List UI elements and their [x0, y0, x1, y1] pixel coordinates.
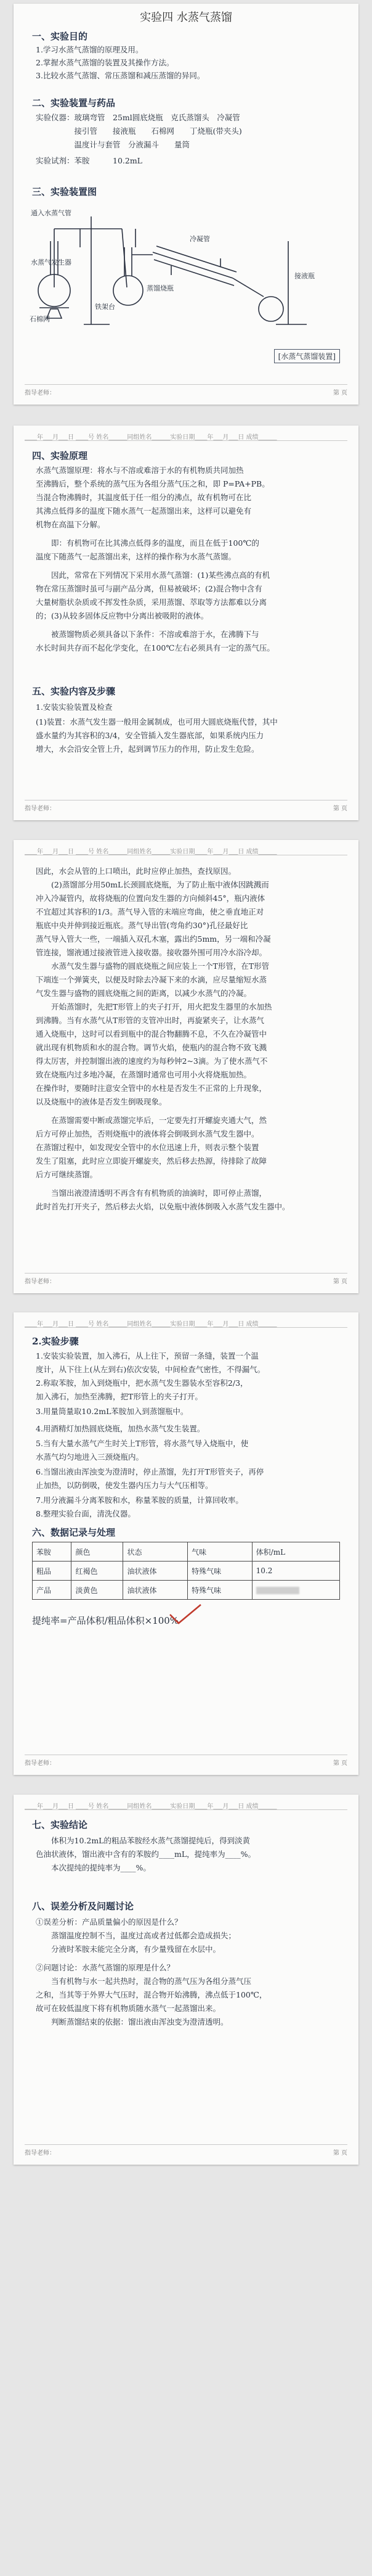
objective-line: 1.学习水蒸气蒸馏的原理及用。 — [36, 45, 144, 54]
table-header-row — [33, 1542, 340, 1562]
principle-line: 至沸腾后，整个系统的蒸气压为各组分蒸气压之和，即 P=PA+PB。 — [36, 479, 270, 488]
procedure-line: 不宜超过其容积的1/3。蒸气导入管的末端应弯曲，使之垂直地正对 — [36, 907, 264, 916]
step-line: 3.用量筒量取10.2mL苯胺加入到蒸馏瓶中。 — [36, 1407, 188, 1416]
section-heading-data: 六、数据记录与处理 — [32, 1527, 116, 1538]
page-title: 实验四 水蒸气蒸馏 — [140, 11, 232, 24]
label-condenser: 冷凝管 — [190, 235, 210, 243]
page-header-fields: ____年___月___日 ____号 姓名______同组姓名______实验日期____年___月___日 成绩______ — [25, 846, 347, 855]
section-heading-discussion: 八、误差分析及问题讨论 — [32, 1901, 134, 1912]
objective-line: 3.比较水蒸气蒸馏、常压蒸馏和减压蒸馏的异同。 — [36, 71, 205, 80]
page-header-fields: ____年___月___日 ____号 姓名______同组姓名______实验日期____年___月___日 成绩______ — [25, 1801, 347, 1810]
page-number-label: 第 页 — [333, 805, 347, 812]
label-receiver: 接液瓶 — [294, 272, 315, 280]
procedure-line: 到沸腾。当有水蒸气从T形管的支管冲出时，再旋紧夹子，让水蒸气 — [36, 1016, 264, 1025]
procedure-line: 在蒸馏需要中断或蒸馏完毕后，一定要先打开螺旋夹通大气，然 — [36, 1116, 267, 1125]
report-page-5 — [14, 1795, 358, 2165]
step-line: 5.当有大量水蒸气产生时关上T形管，将水蒸气导入烧瓶中，使 — [36, 1439, 249, 1448]
report-page-4 — [14, 1312, 358, 1775]
section-heading-procedure: 五、实验内容及步骤 — [32, 686, 116, 697]
advisor-label: 指导老师： — [25, 390, 55, 397]
procedure-line: 就出现有机物质和水的混合物。调节火焰，使瓶内的混合物不致飞溅 — [36, 1043, 267, 1052]
table-header-cell: 状态 — [123, 1542, 188, 1562]
table-cell: 油状液体 — [123, 1581, 188, 1600]
page-footer — [25, 384, 347, 397]
table-cell: 产品 — [33, 1581, 71, 1600]
table-cell: 油状液体 — [123, 1562, 188, 1581]
table-cell: 特殊气味 — [188, 1581, 253, 1600]
step-line: 止加热，以防倒吸，使发生器内压力与大气压相等。 — [36, 1481, 213, 1490]
red-check-mark — [168, 1602, 204, 1627]
procedure-line: 水蒸气发生器与盛物的圆底烧瓶之间应装上一个T形管，在T形管 — [36, 961, 270, 971]
table-row — [33, 1581, 340, 1600]
label-stand: 铁架台 — [95, 303, 115, 311]
procedure-line: 盛水量约为其容积的3/4，安全管插入发生器底部，如果系统内压力 — [36, 731, 264, 740]
principle-line: 当混合物沸腾时，其温度低于任一组分的沸点，故有机物可在比 — [36, 493, 252, 502]
discussion-line: 之和，当其等于外界大气压时，混合物开始沸腾，沸点低于100℃， — [36, 1990, 267, 1999]
procedure-line: 在蒸馏过程中，如发现安全管中的水位迅速上升，则表示整个装置 — [36, 1143, 259, 1152]
procedure-line: 蒸气导入管大一些，一端插入双孔木塞，露出约5mm，另一端和冷凝 — [36, 934, 271, 944]
step-line: 4.用酒精灯加热圆底烧瓶，加热水蒸气发生装置。 — [36, 1424, 205, 1433]
page-footer — [25, 800, 347, 813]
advisor-label: 指导老师： — [25, 2150, 55, 2157]
principle-line: 机物在高温下分解。 — [36, 520, 105, 529]
procedure-line: 通入烧瓶中，这时可以看到瓶中的混合物翻腾不息，不久在冷凝管中 — [36, 1029, 267, 1039]
discussion-line: 当有机物与水一起共热时，混合物的蒸气压为各组分蒸气压 — [36, 1977, 252, 1986]
discussion-line: ①误差分析：产品质量偏小的原因是什么？ — [36, 1917, 182, 1927]
report-page-3 — [14, 840, 358, 1293]
apparatus-diagram — [30, 204, 344, 327]
discussion-line: 分液时苯胺未能完全分离，有少量残留在水层中。 — [36, 1944, 221, 1954]
principle-line: 的；(3)从较多固体反应物中分离出被吸附的液体。 — [36, 611, 209, 620]
discussion-line: 故可在较低温度下将有机物质随水蒸气一起蒸馏出来。 — [36, 2004, 221, 2013]
label-steam-generator: 水蒸气发生器 — [31, 258, 71, 266]
section-heading-materials: 二、实验装置与药品 — [32, 97, 116, 109]
page-footer — [25, 1273, 347, 1286]
conclusion-line: 本次提纯的提纯率为____%。 — [36, 1863, 151, 1872]
procedure-line: 以及烧瓶中的液体是否发生倒吸现象。 — [36, 1097, 167, 1106]
material-line: 温度计与套管 分液漏斗 量筒 — [36, 140, 190, 149]
table-header-cell: 体积/mL — [252, 1542, 339, 1562]
yield-formula: 提纯率=产品体积/粗品体积×100% — [32, 1615, 179, 1626]
section-heading-conclusion: 七、实验结论 — [32, 1819, 88, 1830]
table-row — [33, 1562, 340, 1581]
label-water-in: 通入水蒸气管 — [31, 209, 71, 217]
step-line: 度计，从下往上(从左到右)依次安装，中间检查气密性，不得漏气。 — [36, 1365, 265, 1374]
principle-line: 大量树脂状杂质或不挥发性杂质，采用蒸馏、萃取等方法都难以分离 — [36, 598, 267, 607]
procedure-line: 后方可停止加热，否则烧瓶中的液体将会倒吸到水蒸气发生器中。 — [36, 1129, 259, 1138]
table-cell: 10.2 — [252, 1562, 339, 1581]
step-line: 水蒸气均匀地进入三颈烧瓶内。 — [36, 1452, 144, 1462]
material-line: 实验仪器：玻璃弯管 25ml圆底烧瓶 克氏蒸馏头 冷凝管 — [36, 113, 240, 122]
page-number-label: 第 页 — [333, 1760, 347, 1767]
principle-line: 被蒸馏物质必须具备以下条件：不溶或难溶于水，在沸腾下与 — [36, 630, 259, 639]
step-line: 6.当馏出液由浑浊变为澄清时，停止蒸馏，先打开T形管夹子，再停 — [36, 1467, 264, 1476]
procedure-line: 冲入冷凝管内，故将烧瓶的位置向发生器的方向倾斜45°，瓶内液体 — [36, 894, 265, 903]
table-cell: 特殊气味 — [188, 1562, 253, 1581]
procedure-line: 致在烧瓶内过多地冷凝，在蒸馏时通常也可用小火将烧瓶加热。 — [36, 1070, 252, 1079]
results-table — [32, 1542, 340, 1600]
diagram-caption: [水蒸气蒸馏装置] — [274, 349, 340, 363]
procedure-line: 瓶底中央并伸到接近瓶底。蒸气导出管(弯角约30°)孔径最好比 — [36, 921, 248, 930]
table-cell: 粗品 — [33, 1562, 71, 1581]
section-heading-diagram: 三、实验装置图 — [32, 186, 97, 197]
procedure-line: 下端连一个弹簧夹，以便及时除去冷凝下来的水滴，应尽量缩短水蒸 — [36, 975, 267, 984]
steps-subheading: 2.实验步骤 — [32, 1336, 79, 1347]
page-footer — [25, 2144, 347, 2157]
table-header-cell: 气味 — [188, 1542, 253, 1562]
discussion-line: 判断蒸馏结束的依据：馏出液由浑浊变为澄清透明。 — [36, 2017, 228, 2027]
report-page-2 — [14, 426, 358, 820]
page-number-label: 第 页 — [333, 390, 347, 397]
distillation-flask — [113, 276, 143, 305]
step-line: 1.安装实验装置，加入沸石，从上往下，预留一条缝，装置一个温 — [36, 1351, 259, 1360]
page-footer — [25, 1755, 347, 1767]
principle-line: 因此，常常在下列情况下采用水蒸气蒸馏：(1)某些沸点高的有机 — [36, 570, 270, 580]
section-heading-objectives: 一、实验目的 — [32, 31, 88, 42]
procedure-line: 发生了阻塞，此时应立即旋开螺旋夹，然后移去热源，待排除了故障 — [36, 1156, 267, 1166]
procedure-line: (2)蒸馏部分用50mL长颈圆底烧瓶，为了防止瓶中液体因跳溅而 — [36, 880, 269, 889]
procedure-line: 在操作时，要随时注意安全管中的水柱是否发生不正常的上升现象， — [36, 1084, 267, 1093]
principle-line: 物在常压蒸馏时虽可与副产品分离，但易被破坏；(2)混合物中含有 — [36, 584, 262, 593]
label-asbestos: 石棉网 — [30, 315, 50, 323]
redaction-blur — [256, 1587, 299, 1594]
principle-line: 水蒸气蒸馏原理：将水与不溶或难溶于水的有机物质共同加热 — [36, 466, 244, 475]
procedure-line: 开始蒸馏时，先把T形管上的夹子打开，用火把发生器里的水加热 — [36, 1002, 272, 1011]
procedure-line: 此时首先打开夹子，然后移去火焰，以免瓶中液体倒吸入水蒸气发生器中。 — [36, 1202, 290, 1211]
table-cell-redacted — [252, 1581, 339, 1600]
conclusion-line: 体积为10.2mL的粗品苯胺经水蒸气蒸馏提纯后，得到淡黄 — [36, 1836, 250, 1845]
advisor-label: 指导老师： — [25, 805, 55, 812]
procedure-line: 管连接，馏液通过接液管进入接收器。接收器外围可用冷水浴冷却。 — [36, 948, 267, 957]
discussion-line: ②问题讨论：水蒸气蒸馏的原理是什么？ — [36, 1963, 175, 1972]
table-cell: 淡黄色 — [71, 1581, 123, 1600]
step-line: 2.称取苯胺，加入到烧瓶中，把水蒸气发生器装水至容积2/3， — [36, 1378, 248, 1388]
procedure-line: 增大，水会沿安全管上升，起到调节压力的作用，防止发生危险。 — [36, 744, 259, 754]
page-number-label: 第 页 — [333, 1278, 347, 1285]
page-number-label: 第 页 — [333, 2150, 347, 2157]
receiver-flask — [259, 297, 283, 321]
material-line: 接引管 接液瓶 石棉网 丁烧瓶(带夹头) — [36, 126, 242, 136]
page-header-fields: ____年___月___日 ____号 姓名______同组姓名______实验日期____年___月___日 成绩______ — [25, 1319, 347, 1328]
report-page-1 — [14, 4, 358, 405]
principle-line: 其沸点低得多的温度下随水蒸气一起蒸馏出来，这样可以避免有 — [36, 506, 252, 516]
principle-line: 水长时间共存而不起化学变化，在100℃左右必须具有一定的蒸气压。 — [36, 643, 275, 652]
step-line: 加入沸石，加热至沸腾，把T形管上的夹子打开。 — [36, 1392, 203, 1401]
table-header-cell: 颜色 — [71, 1542, 123, 1562]
page-header-fields: ____年___月___日 ____号 姓名______同组姓名______实验日期____年___月___日 成绩______ — [25, 432, 347, 441]
procedure-line: 因此，水会从管的上口喷出，此时应停止加热，查找原因。 — [36, 866, 237, 876]
table-header-cell: 苯胺 — [33, 1542, 71, 1562]
procedure-line: 后方可继续蒸馏。 — [36, 1170, 98, 1179]
table-cell: 红褐色 — [71, 1562, 123, 1581]
step-line: 7.用分液漏斗分离苯胺和水，称量苯胺的质量，计算回收率。 — [36, 1496, 243, 1505]
procedure-line: 气发生器与盛物的圆底烧瓶之间的距离，以减少水蒸气的冷凝。 — [36, 989, 252, 998]
procedure-line: (1)装置：水蒸气发生器一般用金属制成，也可用大圆底烧瓶代替，其中 — [36, 717, 278, 726]
principle-line: 即：有机物可在比其沸点低得多的温度，而且在低于100℃的 — [36, 538, 259, 548]
procedure-line: 当馏出液澄清透明不再含有有机物质的油滴时，即可停止蒸馏， — [36, 1188, 267, 1198]
procedure-subheading: 1.安装实验装置及检查 — [36, 702, 113, 712]
advisor-label: 指导老师： — [25, 1760, 55, 1767]
advisor-label: 指导老师： — [25, 1278, 55, 1285]
reagent-line: 实验试剂：苯胺 10.2mL — [36, 156, 142, 165]
step-line: 8.整理实验台面，清洗仪器。 — [36, 1509, 135, 1518]
principle-line: 温度下随蒸气一起蒸馏出来，这样的操作称为水蒸气蒸馏。 — [36, 552, 237, 561]
objective-line: 2.掌握水蒸气蒸馏的装置及其操作方法。 — [36, 58, 174, 67]
label-flask: 蒸馏烧瓶 — [147, 284, 174, 292]
conclusion-line: 色油状液体，馏出液中含有的苯胺约____mL，提纯率为____%。 — [36, 1850, 256, 1859]
procedure-line: 得太厉害，并控制馏出液的速度约为每秒钟2~3滴。为了使水蒸气不 — [36, 1056, 268, 1066]
discussion-line: 蒸馏温度控制不当，温度过高或者过低都会造成损失； — [36, 1931, 237, 1940]
section-heading-principle: 四、实验原理 — [32, 450, 88, 461]
